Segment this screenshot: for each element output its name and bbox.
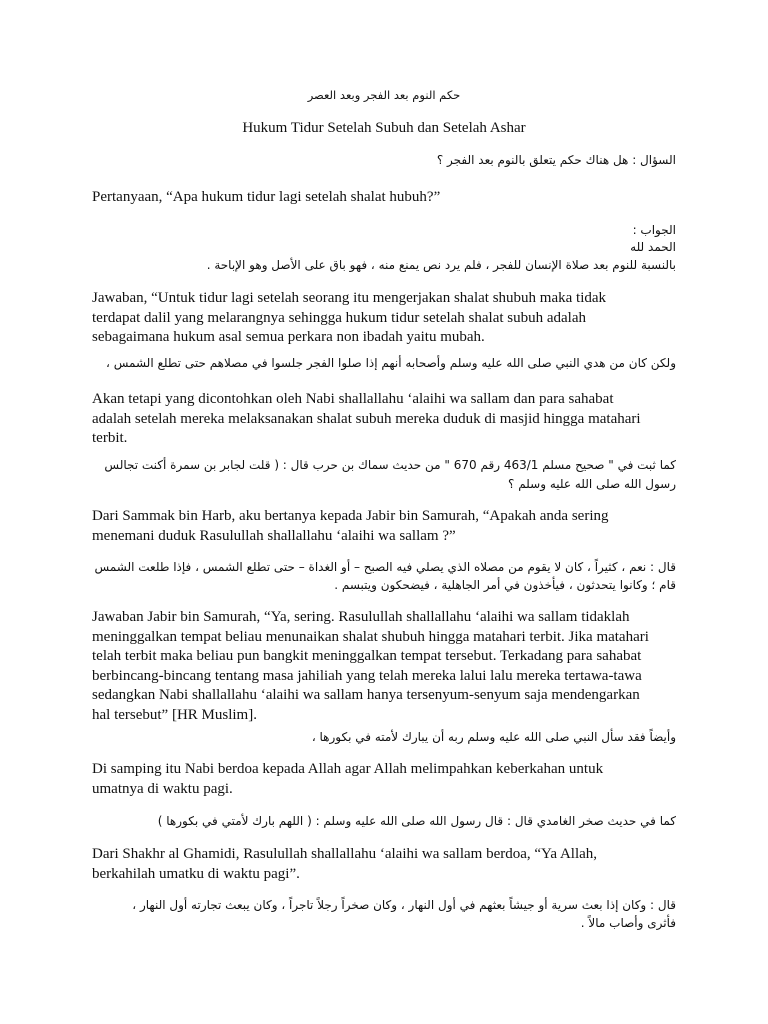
arabic-shakhr: كما في حديث صخر الغامدي قال : قال رسول الله صلى الله عليه وسلم : ( اللهم بارك لأمتي في بكورها ) [157,814,676,828]
arabic-aydan: وأيضاً فقد سأل النبي صلى الله عليه وسلم ربه أن يبارك لأمته في بكورها ، [311,730,676,744]
paragraph-line: Jawaban Jabir bin Samurah, “Ya, sering. Rasulullah shallallahu ‘alaihi wa sallam tidaklah [92,609,630,625]
paragraph-line: hal tersebut” [HR Muslim]. [92,706,257,723]
paragraph-line: Dari Shakhr al Ghamidi, Rasulullah shallallahu ‘alaihi wa sallam berdoa, “Ya Allah, [92,846,598,862]
paragraph-line: meninggalkan tempat beliau menunaikan shalat shubuh hingga matahari terbit. Jika matahari [92,628,649,645]
arabic-lakin: ولكن كان من هدي النبي صلى الله عليه وسلم وأصحابه أنهم إذا صلوا الفجر جلسوا في مصلاهم حتى تطلع الشمس ، [106,356,676,370]
arabic-kama-1: كما ثبت في " صحيح مسلم 463/1 رقم 670 " من حديث سماك بن حرب قال : ( قلت لجابر بن سمرة أكنت تجالس [104,458,676,472]
paragraph-line: berkahilah umatku di waktu pagi”. [92,865,300,882]
paragraph-jabir [92,608,692,725]
paragraph-line: terdapat dalil yang melarangnya sehingga hukum tidur setelah shalat subuh adalah [92,309,587,326]
arabic-question: السؤال : هل هناك حكم يتعلق بالنوم بعد الفجر ؟ [436,153,676,167]
paragraph-sammak [92,507,692,546]
paragraph-line: sedangkan Nabi shallallahu ‘alaihi wa sallam hanya tersenyum-senyum saja mendengarkan [92,687,640,703]
paragraph-line: Akan tetapi yang dicontohkan oleh Nabi shallallahu ‘alaihi wa sallam dan para sahabat [92,391,614,407]
arabic-last-1: قال : وكان إذا بعث سرية أو جيشاً بعثهم في أول النهار ، وكان صخراً رجلاً تاجراً ، وكان يبعث تجارته أول النهار ، [132,898,676,912]
arabic-title: حكم النوم بعد الفجر وبعد العصر [307,88,461,102]
paragraph-shakhr [92,845,692,884]
arabic-answer: بالنسبة للنوم بعد صلاة الإنسان للفجر ، فلم يرد نص يمنع منه ، فهو باق على الأصل وهو الإباحة . [206,258,676,272]
arabic-qala-1: قال : نعم ، كثيراً ، كان لا يقوم من مصلاه الذي يصلي فيه الصبح – أو الغداة – حتى تطلع الشمس ، فإذا طلعت الشمس [94,560,676,574]
paragraph-akan [92,390,692,449]
arabic-kama-2: رسول الله صلى الله عليه وسلم ؟ [508,477,676,491]
paragraph-samping [92,760,692,799]
latin-title: Hukum Tidur Setelah Subuh dan Setelah Ashar [242,120,526,136]
paragraph-line: Di samping itu Nabi berdoa kepada Allah agar Allah melimpahkan keberkahan untuk [92,761,604,777]
paragraph-line: adalah setelah mereka melaksanakan shalat subuh mereka duduk di masjid hingga matahari [92,410,641,427]
paragraph-jawaban [92,289,692,348]
latin-question: Pertanyaan, “Apa hukum tidur lagi setelah shalat hubuh?” [92,189,441,205]
paragraph-line: umatnya di waktu pagi. [92,780,233,797]
arabic-hamdalah: الحمد لله [630,240,676,254]
arabic-answer-label: الجواب : [632,223,676,237]
paragraph-line: terbit. [92,430,128,446]
paragraph-line: telah terbit maka beliau pun bangkit meninggalkan tempat tersebut. Terkadang para sahabat [92,648,642,664]
paragraph-line: menemani duduk Rasulullah shallallahu ‘alaihi wa sallam ?” [92,527,456,544]
paragraph-line: Jawaban, “Untuk tidur lagi setelah seorang itu mengerjakan shalat shubuh maka tidak [92,290,607,306]
arabic-last-2: فأثرى وأصاب مالاً . [580,916,676,930]
paragraph-line: Dari Sammak bin Harb, aku bertanya kepada Jabir bin Samurah, “Apakah anda sering [92,508,609,524]
arabic-qala-2: قام ؛ وكانوا يتحدثون ، فيأخذون في أمر الجاهلية ، فيضحكون ويتبسم . [334,578,676,592]
paragraph-line: berbincang-bincang tentang masa jahiliah yang telah mereka lalui lalu mereka tertawa-tawa [92,667,642,684]
paragraph-line: sebagaimana hukum asal semua perkara non ibadah yaitu mubah. [92,329,485,345]
